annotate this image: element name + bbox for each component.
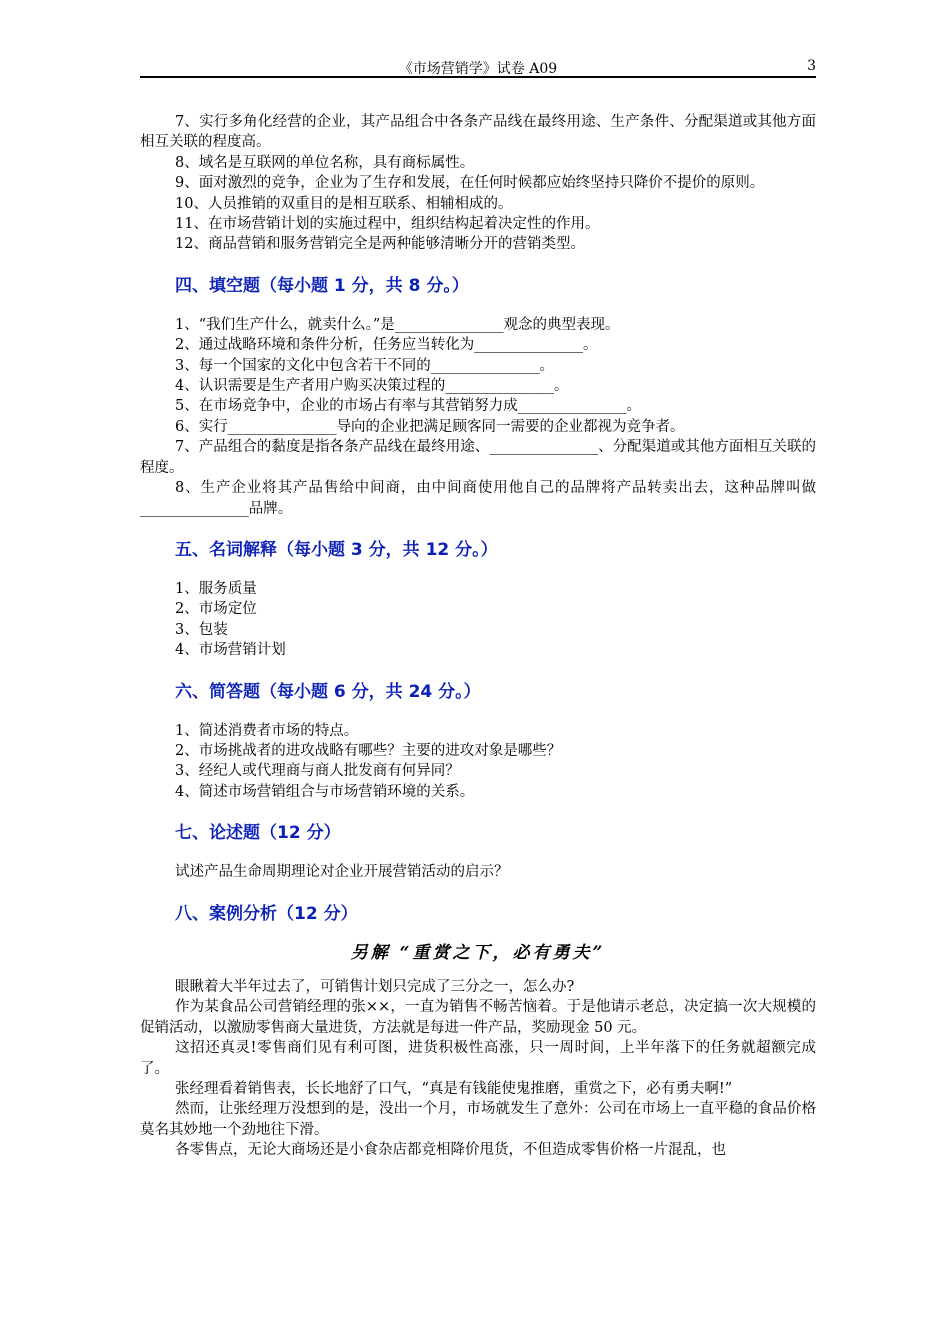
list-item: 8、生产企业将其产品售给中间商，由中间商使用他自己的品牌将产品转卖出去，这种品牌叫做_______________品牌。	[140, 480, 816, 517]
list-item: 2、市场定位	[175, 601, 257, 618]
section-heading-fill-in: 四、填空题（每小题 1 分，共 8 分。）	[175, 275, 469, 296]
case-paragraph: 各零售点，无论大商场还是小食杂店都竞相降价甩货，不但造成零售价格一片混乱，也	[175, 1142, 726, 1159]
list-item: 4、认识需要是生产者用户购买决策过程的_______________。	[175, 378, 569, 395]
list-item: 9、面对激烈的竞争，企业为了生存和发展，在任何时候都应始终坚持只降价不提价的原则。	[175, 175, 765, 192]
case-paragraph: 这招还真灵!零售商们见有利可图，进货积极性高涨，只一周时间，上半年落下的任务就超额完成了。	[140, 1040, 816, 1077]
list-item: 1、“我们生产什么，就卖什么。”是_______________观念的典型表现。	[175, 316, 620, 333]
section-essay	[140, 862, 816, 882]
list-item: 4、市场营销计划	[175, 642, 286, 659]
list-item: 11、在市场营销计划的实施过程中，组织结构起着决定性的作用。	[175, 216, 600, 233]
section-fill-in	[140, 315, 816, 519]
list-item: 7、产品组合的黏度是指各条产品线在最终用途、_______________、分配渠道或其他方面相互关联的程度。	[140, 439, 816, 476]
list-item: 1、服务质量	[175, 580, 257, 597]
case-title: 另解 “重赏之下，必有勇夫”	[350, 942, 606, 963]
list-item: 5、在市场竞争中，企业的市场占有率与其营销努力成_______________。	[175, 398, 641, 415]
list-item: 试述产品生命周期理论对企业开展营销活动的启示？	[175, 864, 509, 881]
section-heading-essay: 七、论述题（12 分）	[175, 823, 341, 844]
case-paragraph: 然而，让张经理万没想到的是，没出一个月，市场就发生了意外：公司在市场上一直平稳的食品价格莫名其妙地一个劲地往下滑。	[140, 1101, 816, 1138]
section-short-answer	[140, 721, 816, 803]
section-case	[140, 977, 816, 1161]
list-item: 12、商品营销和服务营销完全是两种能够清晰分开的营销类型。	[175, 236, 585, 253]
section-heading-short-answer: 六、简答题（每小题 6 分，共 24 分。）	[175, 681, 481, 702]
page-header	[140, 58, 816, 78]
page-number: 3	[807, 58, 816, 74]
list-item: 7、实行多角化经营的企业，其产品组合中各条产品线在最终用途、生产条件、分配渠道或其他方面相互关联的程度高。	[140, 114, 816, 151]
case-paragraph: 作为某食品公司营销经理的张××，一直为销售不畅苦恼着。于是他请示老总，决定搞一次大规模的促销活动，以激励零售商大量进货，方法就是每进一件产品，奖励现金 50 元。	[140, 999, 816, 1036]
list-item: 3、包装	[175, 621, 228, 638]
section-heading-terms: 五、名词解释（每小题 3 分，共 12 分。）	[175, 539, 498, 560]
list-item: 4、简述市场营销组合与市场营销环境的关系。	[175, 783, 475, 800]
list-item: 3、每一个国家的文化中包含若干不同的_______________。	[175, 357, 554, 374]
list-item: 10、人员推销的双重目的是相互联系、相辅相成的。	[175, 195, 513, 212]
list-item: 6、实行_______________导向的企业把满足顾客同一需要的企业都视为竞争者。	[175, 418, 685, 435]
list-item: 3、经纪人或代理商与商人批发商有何异同？	[175, 763, 460, 780]
case-paragraph: 眼瞅着大半年过去了，可销售计划只完成了三分之一，怎么办?	[175, 978, 575, 995]
section-3-continued	[140, 112, 816, 255]
section-heading-case: 八、案例分析（12 分）	[175, 903, 358, 924]
list-item: 8、域名是互联网的单位名称，具有商标属性。	[175, 154, 475, 171]
case-paragraph: 张经理看着销售表，长长地舒了口气，“真是有钱能使鬼推磨，重赏之下，必有勇夫啊!”	[175, 1081, 733, 1097]
list-item: 2、市场挑战者的进攻战略有哪些？主要的进攻对象是哪些？	[175, 742, 562, 759]
section-terms	[140, 579, 816, 661]
page-content	[140, 112, 816, 1161]
list-item: 1、简述消费者市场的特点。	[175, 722, 359, 739]
header-title: 《市场营销学》试卷 A09	[398, 61, 558, 77]
list-item: 2、通过战略环境和条件分析，任务应当转化为_______________。	[175, 337, 598, 354]
